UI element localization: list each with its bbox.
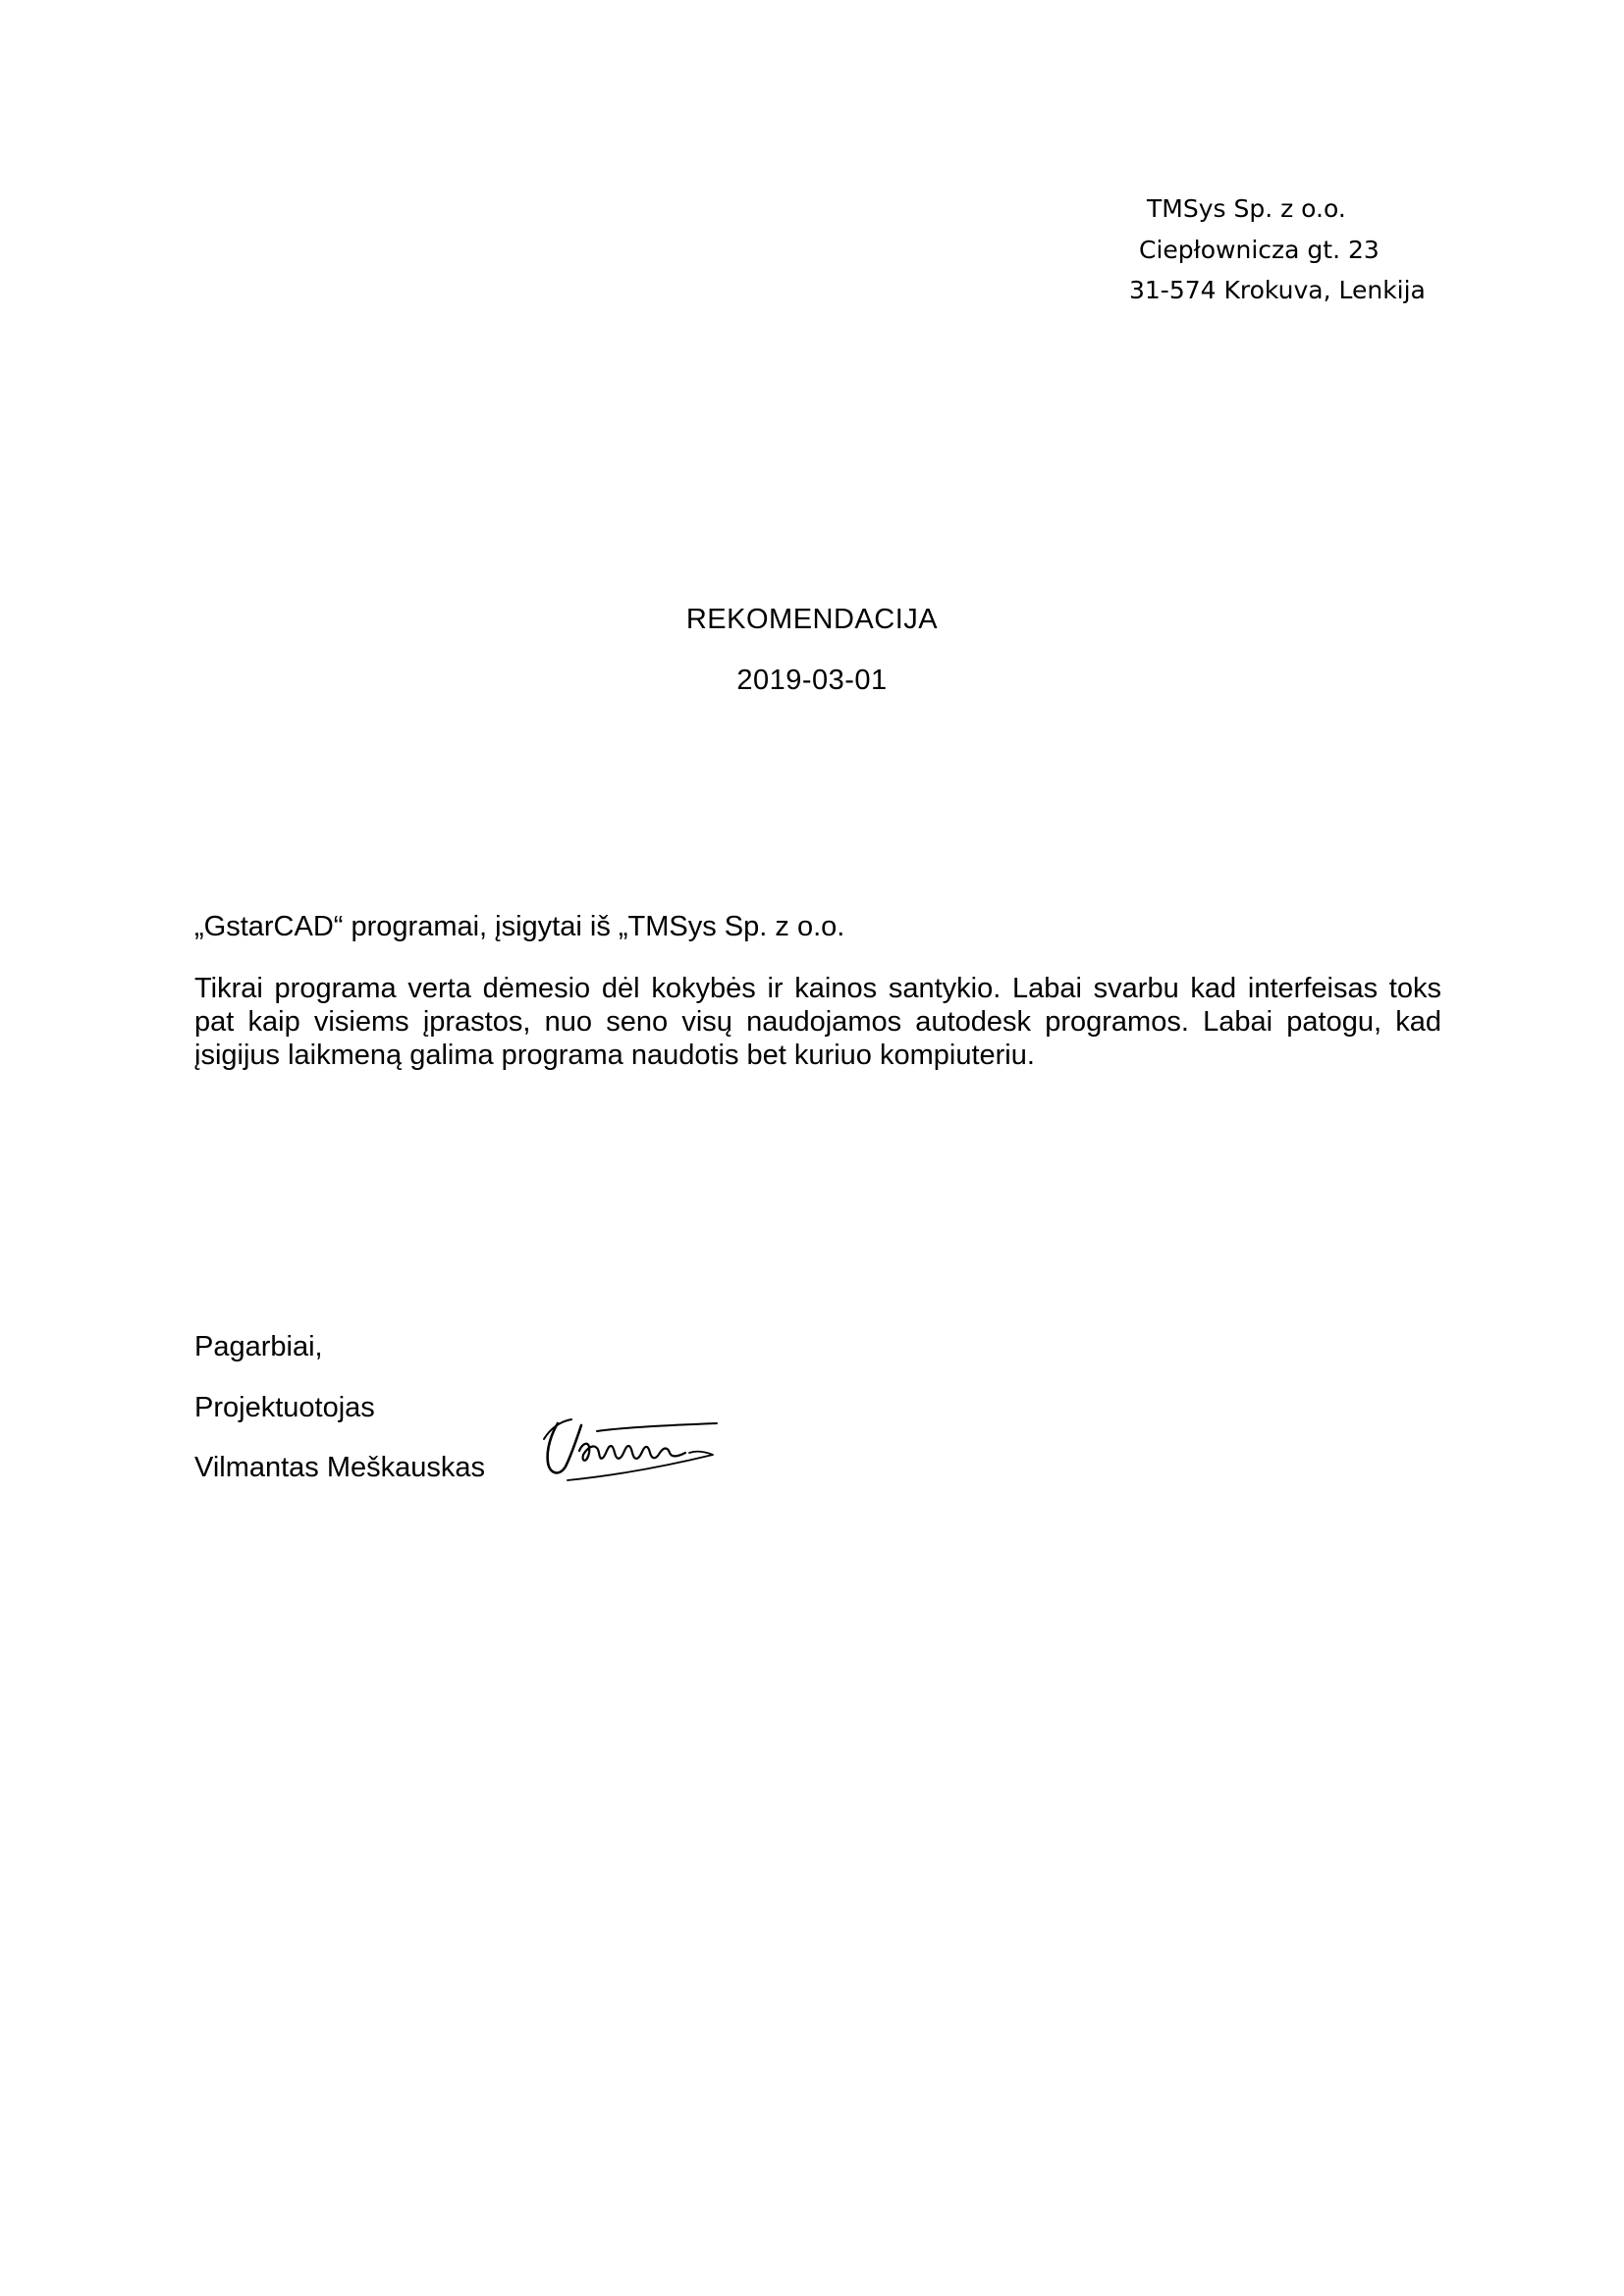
closing-greeting: Pagarbiai, bbox=[194, 1331, 323, 1362]
document-date: 2019-03-01 bbox=[736, 665, 888, 696]
signature-icon bbox=[538, 1412, 725, 1490]
document-title: REKOMENDACIJA bbox=[685, 604, 939, 635]
letter-body: Tikrai programa verta dėmesio dėl kokybės ir kainos santykio. Labai svarbu kad interfeisas toks pat kaip visiems įprastos, nuo seno visų naudojamos autodesk programos. Labai patogu, kad įsigijus laikmeną galima programa naudotis bet kuriuo kompiuteriu. bbox=[194, 973, 1441, 1071]
sender-city: 31-574 Krokuva, Lenkija bbox=[1129, 276, 1426, 304]
sender-street: Ciepłownicza gt. 23 bbox=[1139, 236, 1380, 264]
letter-subject: „GstarCAD“ programai, įsigytai iš „TMSys Sp. z o.o. bbox=[194, 911, 845, 942]
signer-name: Vilmantas Meškauskas bbox=[194, 1452, 486, 1483]
signer-role: Projektuotojas bbox=[194, 1392, 375, 1423]
sender-company: TMSys Sp. z o.o. bbox=[1147, 194, 1346, 223]
